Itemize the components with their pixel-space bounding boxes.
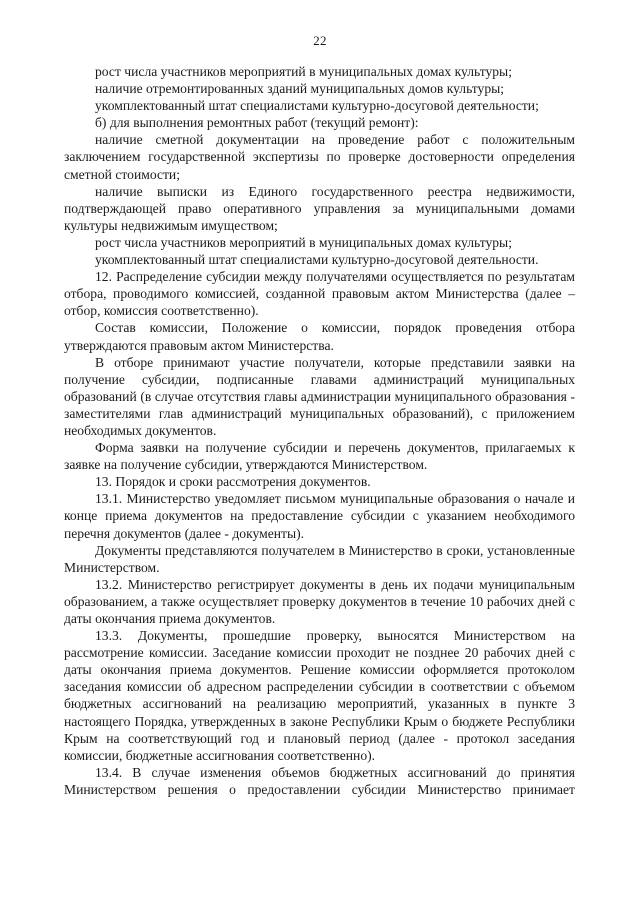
paragraph: 13.1. Министерство уведомляет письмом муниципальные образования о начале и конце приема документов на предоставление субсидии с указанием необходимого перечня документов (далее - документы). bbox=[64, 491, 575, 541]
paragraph: В отборе принимают участие получатели, которые представили заявки на получение субсидии, подписанные главами администраций муниципальных образований (в случае отсутствия главы администрации муниципального образования - заместителями глав администраций муниципальных образований), с приложением необходимых документов. bbox=[64, 354, 575, 438]
paragraph: Документы представляются получателем в Министерство в сроки, установленные Министерством. bbox=[64, 542, 575, 575]
paragraph: 13. Порядок и сроки рассмотрения документов. bbox=[95, 474, 371, 490]
paragraph: укомплектованный штат специалистами культурно-досуговой деятельности; bbox=[95, 98, 539, 114]
paragraph: рост числа участников мероприятий в муниципальных домах культуры; bbox=[95, 234, 512, 250]
paragraph: б) для выполнения ремонтных работ (текущий ремонт): bbox=[95, 115, 419, 131]
paragraph: наличие сметной документации на проведение работ с положительным заключением государственной экспертизы по проверке достоверности определения сметной стоимости; bbox=[64, 132, 575, 182]
paragraph: наличие выписки из Единого государственного реестра недвижимости, подтверждающей право оперативного управления за муниципальными домами культуры недвижимым имуществом; bbox=[64, 183, 575, 233]
paragraph: 13.2. Министерство регистрирует документы в день их подачи муниципальным образованием, а также осуществляет проверку документов в течение 10 рабочих дней с даты окончания приема документов. bbox=[64, 576, 575, 626]
document-body bbox=[64, 63, 575, 798]
paragraph: рост числа участников мероприятий в муниципальных домах культуры; bbox=[95, 64, 512, 79]
paragraph: Состав комиссии, Положение о комиссии, порядок проведения отбора утверждаются правовым актом Министерства. bbox=[64, 320, 575, 353]
paragraph: 13.3. Документы, прошедшие проверку, выносятся Министерством на рассмотрение комиссии. Заседание комиссии проходит не позднее 20 рабочих дней с даты окончания приема документов. Решение комиссии оформляется протоколом заседания комиссии об адресном распределении субсидии в соответствии с объемом бюджетных ассигнований на реализацию мероприятий, указанных в пункте 3 настоящего Порядка, утвержденных в законе Республики Крым о бюджете Республики Крым на соответствующий год и плановый период (далее - протокол заседания комиссии, бюджетные ассигнования соответственно). bbox=[64, 628, 575, 763]
paragraph: 13.4. В случае изменения объемов бюджетных ассигнований до принятия Министерством решения о предоставлении субсидии Министерство принимает bbox=[64, 764, 575, 797]
page-number: 22 bbox=[313, 33, 327, 48]
paragraph: укомплектованный штат специалистами культурно-досуговой деятельности. bbox=[95, 252, 539, 268]
paragraph: 12. Распределение субсидии между получателями осуществляется по результатам отбора, проводимого комиссией, созданной правовым актом Министерства (далее – отбор, комиссия соответственно). bbox=[64, 269, 575, 319]
paragraph: Форма заявки на получение субсидии и перечень документов, прилагаемых к заявке на получение субсидии, утверждаются Министерством. bbox=[64, 440, 575, 473]
paragraph: наличие отремонтированных зданий муниципальных домов культуры; bbox=[95, 81, 505, 97]
